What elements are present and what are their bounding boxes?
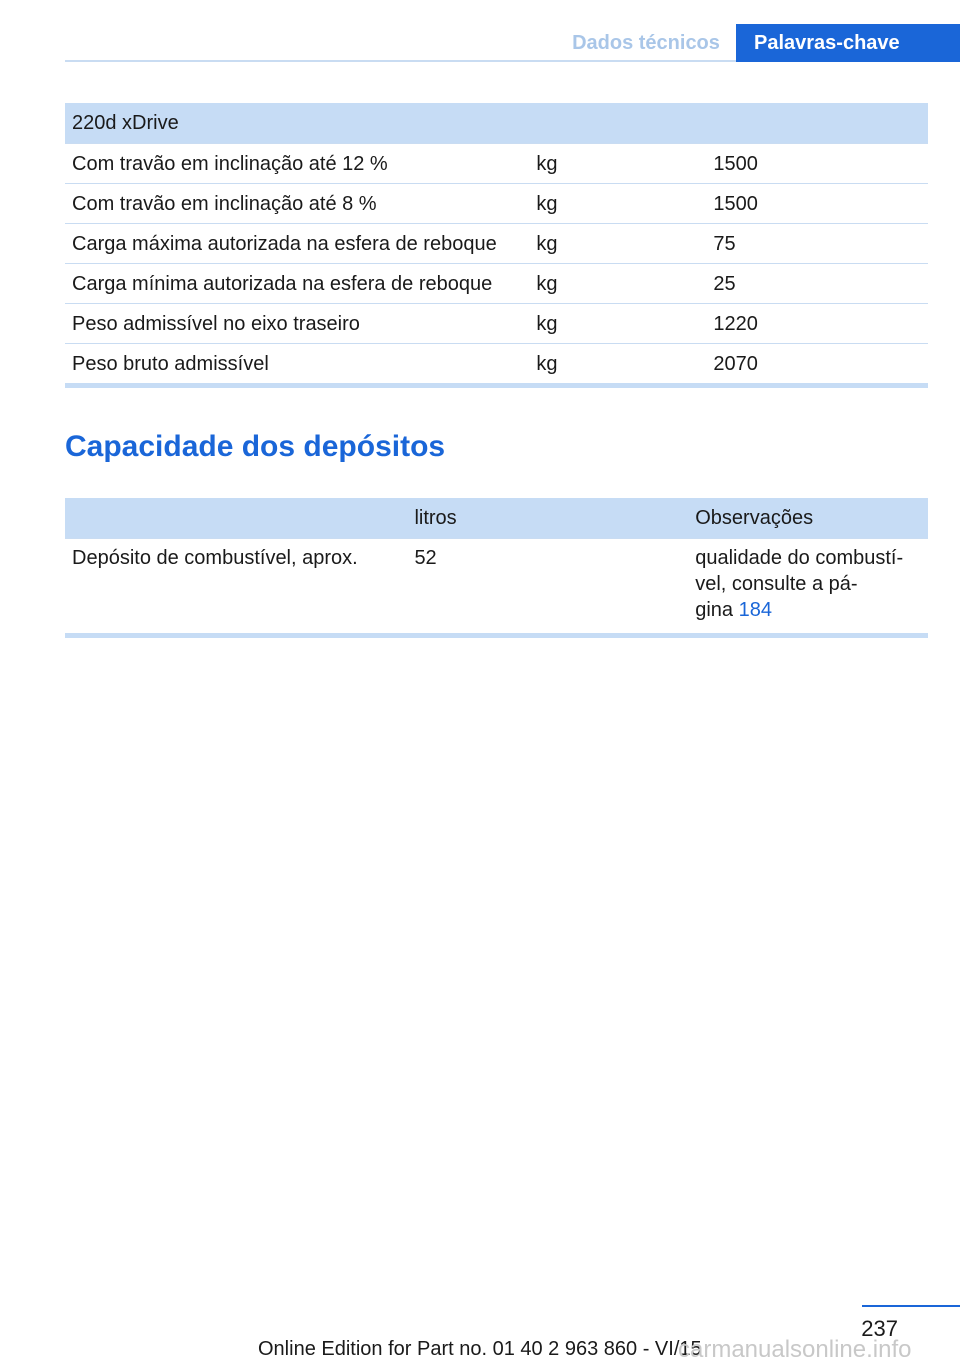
row-unit: kg (529, 184, 706, 224)
table-row (65, 264, 928, 304)
row-label: Peso bruto admissível (65, 344, 529, 384)
header-empty (65, 498, 407, 539)
row-unit: kg (529, 304, 706, 344)
row-value: 1220 (706, 304, 928, 344)
section-title: Capacidade dos depósitos (65, 430, 446, 463)
header-observacoes: Observações (688, 498, 928, 539)
tab-dados-tecnicos[interactable]: Dados técnicos (572, 32, 720, 54)
row-label: Com travão em inclinação até 12 % (65, 144, 529, 184)
row-value: 75 (706, 224, 928, 264)
header-litros: litros (407, 498, 688, 539)
row-label: Depósito de combustível, aprox. (65, 539, 407, 634)
table-row (65, 539, 928, 634)
row-value: 2070 (706, 344, 928, 384)
note-line: vel, consulte a pá- (695, 573, 858, 595)
table-row (65, 344, 928, 384)
watermark: carmanualsonline.info (678, 1336, 912, 1363)
row-unit: kg (529, 344, 706, 384)
row-note (688, 539, 928, 634)
row-litros: 52 (407, 539, 688, 634)
row-unit: kg (529, 264, 706, 304)
edition-note: Online Edition for Part no. 01 40 2 963 860 - VI/15 (258, 1338, 702, 1360)
note-line: gina (695, 599, 739, 621)
table-end-rule (65, 633, 928, 638)
table-row (65, 224, 928, 264)
row-unit: kg (529, 224, 706, 264)
table-row (65, 144, 928, 184)
tank-capacity-table (65, 498, 928, 638)
table-row (65, 184, 928, 224)
row-value: 1500 (706, 144, 928, 184)
model-heading: 220d xDrive (65, 103, 529, 144)
row-label: Com travão em inclinação até 8 % (65, 184, 529, 224)
towing-weights-table (65, 103, 928, 388)
page-reference-link[interactable]: 184 (738, 599, 772, 621)
table-row (65, 304, 928, 344)
tab-palavras-chave[interactable]: Palavras-chave (736, 24, 960, 62)
table-end-rule (65, 383, 928, 388)
row-value: 1500 (706, 184, 928, 224)
row-label: Peso admissível no eixo traseiro (65, 304, 529, 344)
row-value: 25 (706, 264, 928, 304)
row-label: Carga máxima autorizada na esfera de reboque (65, 224, 529, 264)
note-line: qualidade do combustí- (695, 547, 904, 569)
table-header-row (65, 498, 928, 539)
page-number: 237 (861, 1316, 898, 1341)
row-label: Carga mínima autorizada na esfera de reboque (65, 264, 529, 304)
footer-rule (862, 1305, 960, 1307)
table-header-row (65, 103, 928, 144)
row-unit: kg (529, 144, 706, 184)
